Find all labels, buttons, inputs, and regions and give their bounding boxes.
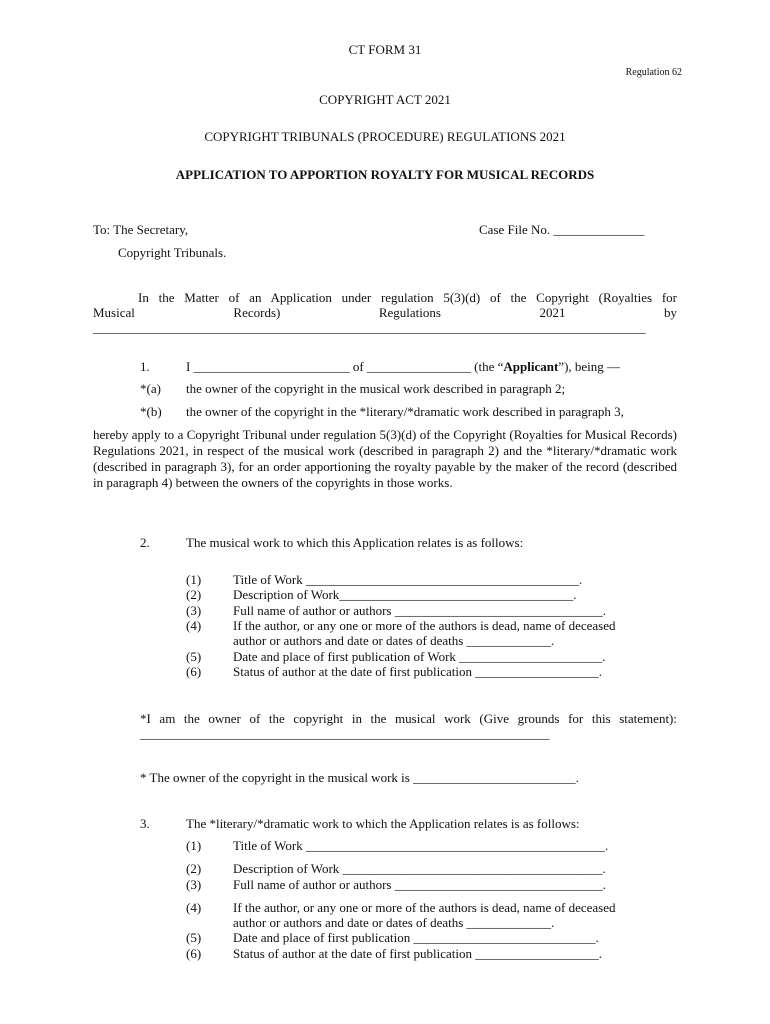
s3-item-6-label: (6)	[186, 946, 202, 961]
s3-item-1-label: (1)	[186, 838, 202, 853]
s3-item-4-label: (4)	[186, 900, 202, 915]
section-3-number: 3.	[140, 816, 150, 831]
owner-grounds-line: _______________________________________________________________	[140, 726, 550, 741]
act-title: COPYRIGHT ACT 2021	[319, 92, 451, 107]
application-title: APPLICATION TO APPORTION ROYALTY FOR MUSICAL RECORDS	[175, 167, 595, 182]
applicant-statement: I ________________________ of ________________ (the “Applicant”), being —	[186, 359, 621, 374]
matter-line-1: In the Matter of an Application under regulation 5(3)(d) of the Copyright (Royalties for	[138, 290, 677, 305]
option-a-label: *(a)	[140, 381, 161, 396]
s3-item-5-label: (5)	[186, 930, 202, 945]
s3-item-3-text: Full name of author or authors ________________________________.	[233, 877, 606, 892]
addressee: To: The Secretary,	[93, 222, 189, 237]
s3-item-4-text: If the author, or any one or more of the authors is dead, name of deceased	[233, 900, 616, 915]
s2-item-5-text: Date and place of first publication of Work ______________________.	[233, 649, 606, 664]
matter-line-2: Musical Records) Regulations 2021 by	[93, 305, 677, 320]
s3-item-4-text-cont: author or authors and date or dates of deaths _____________.	[233, 915, 555, 930]
s2-item-6-text: Status of author at the date of first publication ___________________.	[233, 664, 602, 679]
s2-item-2-text: Description of Work____________________________________.	[233, 587, 577, 602]
owner-other-statement: * The owner of the copyright in the musical work is _________________________.	[140, 770, 579, 785]
regulations-title: COPYRIGHT TRIBUNALS (PROCEDURE) REGULATIONS 2021	[204, 129, 566, 144]
s2-item-4-text: If the author, or any one or more of the authors is dead, name of deceased	[233, 618, 616, 633]
option-b-text: the owner of the copyright in the *literary/*dramatic work described in paragraph 3,	[186, 404, 624, 419]
option-b-label: *(b)	[140, 404, 162, 419]
s3-item-3-label: (3)	[186, 877, 202, 892]
s3-item-1-text: Title of Work ______________________________________________.	[233, 838, 609, 853]
s2-item-4-label: (4)	[186, 618, 202, 633]
section-2-intro: The musical work to which this Application relates is as follows:	[186, 535, 524, 550]
s2-item-1-label: (1)	[186, 572, 202, 587]
regulation-ref: Regulation 62	[625, 67, 682, 78]
s2-item-2-label: (2)	[186, 587, 202, 602]
s3-item-2-text: Description of Work ________________________________________.	[233, 861, 606, 876]
addressee-tribunals: Copyright Tribunals.	[118, 245, 227, 260]
s2-item-4-text-cont: author or authors and date or dates of deaths _____________.	[233, 633, 555, 648]
s3-item-5-text: Date and place of first publication ____________________________.	[233, 930, 599, 945]
s3-item-2-label: (2)	[186, 861, 202, 876]
section-2-number: 2.	[140, 535, 150, 550]
matter-applicant-line: _____________________________________________________________________________________	[93, 320, 646, 335]
owner-grounds-statement: *I am the owner of the copyright in the musical work (Give grounds for this statement):	[140, 711, 677, 726]
section-1-number: 1.	[140, 359, 150, 374]
section-3-intro: The *literary/*dramatic work to which the Application relates is as follows:	[186, 816, 580, 831]
option-a-text: the owner of the copyright in the musical work described in paragraph 2;	[186, 381, 566, 396]
s2-item-5-label: (5)	[186, 649, 202, 664]
s2-item-3-label: (3)	[186, 603, 202, 618]
apply-paragraph: hereby apply to a Copyright Tribunal under regulation 5(3)(d) of the Copyright (Royalties for Musical Records) Regulations 2021, in respect of the musical work (described in paragraph 2) and the *literary/*dramatic work (described in paragraph 3), for an order apportioning the royalty payable by the maker of the record (described in paragraph 4) between the owners of the copyrights in those works.	[93, 427, 677, 490]
s2-item-3-text: Full name of author or authors ________________________________.	[233, 603, 606, 618]
form-number: CT FORM 31	[348, 42, 422, 57]
case-file-number: Case File No. ______________	[479, 222, 645, 237]
s2-item-6-label: (6)	[186, 664, 202, 679]
s3-item-6-text: Status of author at the date of first publication ___________________.	[233, 946, 602, 961]
s2-item-1-text: Title of Work __________________________________________.	[233, 572, 583, 587]
